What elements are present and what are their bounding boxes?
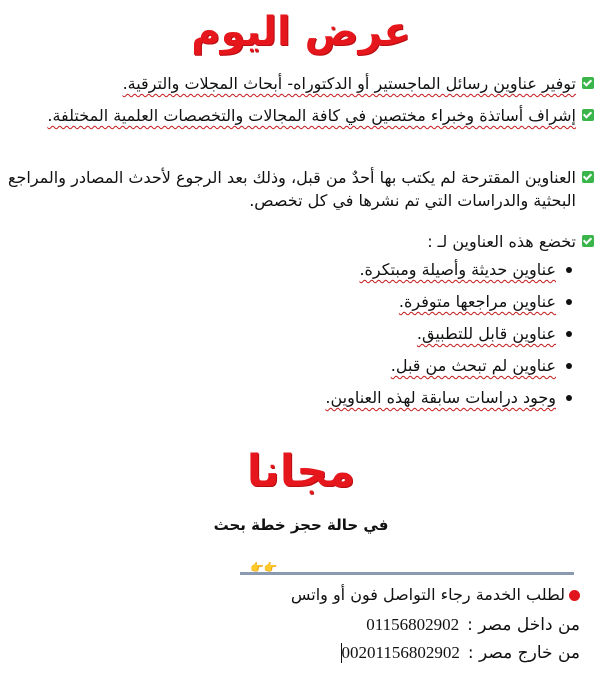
check-item-text: إشراف أساتذة وخبراء مختصين في كافة المجالات والتخصصات العلمية المختلفة. — [47, 106, 576, 125]
bullet-text: عناوين حديثة وأصيلة ومبتكرة. — [359, 260, 556, 279]
page-title: عرض اليوم — [191, 9, 411, 55]
bullet-icon — [566, 331, 572, 337]
bullet-icon — [566, 395, 572, 401]
contact-request-text: لطلب الخدمة رجاء التواصل فون أو واتس — [290, 585, 565, 604]
bullet-item-3 — [417, 322, 572, 346]
check-item-1 — [8, 72, 594, 95]
check-icon — [582, 171, 594, 183]
divider — [240, 561, 574, 575]
bullet-item-4 — [391, 354, 572, 378]
check-item-3 — [8, 166, 594, 212]
check-item-text: تخضع هذه العناوين لـ : — [427, 232, 576, 251]
booking-note: في حالة حجز خطة بحث — [213, 516, 389, 534]
bullet-item-1 — [359, 258, 572, 282]
bullet-text: عناوين قابل للتطبيق. — [416, 324, 556, 343]
check-icon — [582, 235, 594, 247]
phone-inside-egypt — [366, 614, 580, 636]
check-item-2 — [8, 104, 594, 127]
bullet-icon — [566, 267, 572, 273]
red-circle-icon — [569, 590, 580, 601]
phone-outside-egypt — [339, 642, 580, 664]
check-icon — [582, 109, 594, 121]
bullet-item-2 — [399, 290, 572, 314]
bullet-icon — [566, 299, 572, 305]
check-item-text: توفير عناوين رسائل الماجستير أو الدكتوراه- أبحاث المجلات والترقية. — [122, 74, 576, 93]
phone-outside-label: من خارج مصر : — [467, 643, 580, 663]
text-cursor — [341, 643, 342, 663]
check-icon — [582, 77, 594, 89]
phone-inside-label: من داخل مصر : — [467, 615, 580, 635]
contact-request — [291, 584, 580, 606]
pointing-hands-icon: 👉👉 — [250, 561, 278, 574]
bullet-text: عناوين مراجعها متوفرة. — [398, 292, 556, 311]
bullet-item-5 — [325, 386, 572, 410]
free-title: مجانا — [246, 446, 356, 497]
phone-outside-number[interactable]: 00201156802902 — [341, 643, 460, 662]
check-item-text: العناوين المقترحة لم يكتب بها أحدٌ من قبل، وذلك بعد الرجوع لأحدث المصادر والمراجع البحثية والدراسات التي تم نشرها في كل تخصص. — [8, 168, 576, 210]
check-item-4 — [8, 230, 594, 253]
bullet-text: وجود دراسات سابقة لهذه العناوين. — [325, 388, 556, 407]
bullet-icon — [566, 363, 572, 369]
phone-inside-number[interactable]: 01156802902 — [366, 615, 460, 634]
bullet-text: عناوين لم تبحث من قبل. — [390, 356, 556, 375]
